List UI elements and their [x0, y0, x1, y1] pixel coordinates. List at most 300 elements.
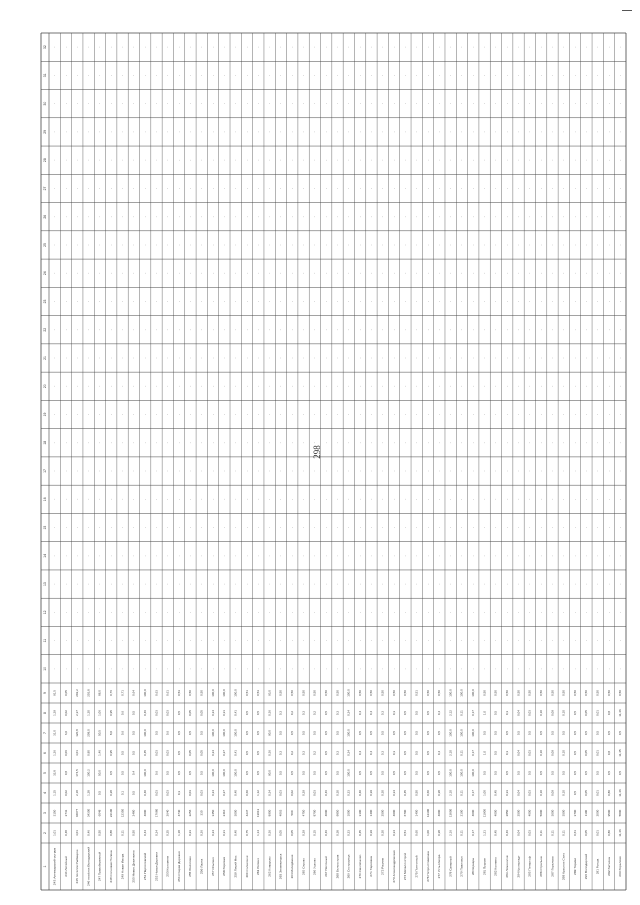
empty-cell: - — [142, 329, 147, 331]
empty-cell: - — [244, 385, 249, 387]
value-cell: 11,46 — [618, 709, 623, 717]
row-name-cell: 255 Юнтолово — [188, 856, 193, 877]
empty-cell: - — [176, 498, 181, 500]
value-cell: 0,03 — [312, 790, 317, 796]
value-cell: 0,5 — [323, 770, 328, 776]
empty-cell: - — [154, 131, 159, 133]
value-cell: 0,03 — [154, 710, 159, 716]
empty-cell: - — [572, 244, 577, 246]
row-name-cell: 278 Саперный — [448, 856, 453, 877]
empty-cell: - — [527, 470, 532, 472]
value-cell: 0,5 — [120, 750, 125, 756]
empty-cell: - — [516, 74, 521, 76]
empty-cell: - — [176, 527, 181, 529]
empty-cell: - — [176, 272, 181, 274]
empty-cell: - — [414, 244, 419, 246]
empty-cell: - — [595, 103, 600, 105]
empty-cell: - — [312, 555, 317, 557]
value-cell: 0,60 — [425, 790, 430, 796]
empty-cell: - — [595, 300, 600, 302]
empty-cell: - — [290, 216, 295, 218]
empty-cell: - — [222, 668, 227, 670]
empty-cell: - — [244, 611, 249, 613]
empty-cell: - — [471, 46, 476, 48]
empty-cell: - — [199, 187, 204, 189]
empty-cell: - — [357, 300, 362, 302]
empty-cell: - — [606, 159, 611, 161]
empty-cell: - — [176, 555, 181, 557]
value-cell: 0,95 — [109, 750, 114, 756]
empty-cell: - — [290, 46, 295, 48]
value-cell: 0,5 — [550, 730, 555, 736]
row-name-cell: 258 Горская — [222, 859, 227, 876]
value-cell: 0,45 — [493, 830, 498, 836]
empty-cell: - — [176, 357, 181, 359]
empty-cell: - — [188, 357, 193, 359]
value-cell: 2,12 — [448, 710, 453, 716]
empty-cell: - — [301, 498, 306, 500]
empty-cell: - — [142, 640, 147, 642]
empty-cell: - — [550, 329, 555, 331]
empty-cell: - — [380, 385, 385, 387]
empty-cell: - — [459, 244, 464, 246]
empty-cell: - — [595, 329, 600, 331]
value-cell: 0,8 — [63, 770, 68, 776]
value-cell: 2640 — [165, 809, 170, 817]
empty-cell: - — [471, 103, 476, 105]
empty-cell: - — [335, 216, 340, 218]
empty-cell: - — [403, 611, 408, 613]
empty-cell: - — [403, 414, 408, 416]
value-cell: 0,48 — [63, 830, 68, 836]
empty-cell: - — [188, 329, 193, 331]
empty-cell: - — [290, 159, 295, 161]
empty-cell: - — [572, 46, 577, 48]
value-cell: 100,0 — [459, 769, 464, 777]
empty-cell: - — [561, 329, 566, 331]
empty-cell: - — [618, 300, 623, 302]
value-cell: 100,0 — [233, 769, 238, 777]
value-cell: 0,10 — [561, 790, 566, 796]
empty-cell: - — [482, 216, 487, 218]
empty-cell: - — [142, 357, 147, 359]
empty-cell: - — [369, 385, 374, 387]
empty-cell: - — [176, 385, 181, 387]
empty-cell: - — [188, 442, 193, 444]
empty-cell: - — [154, 470, 159, 472]
empty-cell: - — [538, 640, 543, 642]
empty-cell: - — [471, 555, 476, 557]
empty-cell: - — [606, 583, 611, 585]
empty-cell: - — [550, 555, 555, 557]
value-cell: 0,24 — [210, 750, 215, 756]
empty-cell: - — [335, 414, 340, 416]
empty-cell: - — [222, 131, 227, 133]
empty-cell: - — [222, 357, 227, 359]
empty-cell: - — [595, 668, 600, 670]
value-cell: 0,3 — [301, 710, 306, 716]
empty-cell: - — [425, 414, 430, 416]
empty-cell: - — [267, 244, 272, 246]
empty-cell: - — [109, 216, 114, 218]
value-cell: 4000 — [437, 809, 442, 817]
empty-cell: - — [369, 74, 374, 76]
empty-cell: - — [210, 74, 215, 76]
value-cell: 0,11 — [120, 830, 125, 836]
empty-cell: - — [482, 357, 487, 359]
row-name-cell: 273 Александровская — [391, 852, 396, 883]
empty-cell: - — [109, 244, 114, 246]
empty-cell: - — [561, 498, 566, 500]
value-cell: 1,14 — [256, 830, 261, 836]
value-cell: 0,3 — [380, 750, 385, 756]
column-number: 13 — [42, 582, 47, 586]
empty-cell: - — [131, 640, 136, 642]
row-name-cell: 259 Лисий Нос — [233, 857, 238, 878]
empty-cell: - — [493, 300, 498, 302]
value-cell: 0,5 — [618, 730, 623, 736]
empty-cell: - — [290, 385, 295, 387]
value-cell: 0,46 — [323, 790, 328, 796]
empty-cell: - — [482, 74, 487, 76]
empty-cell: - — [538, 442, 543, 444]
value-cell: 174,5 — [75, 769, 80, 777]
empty-cell: - — [233, 131, 238, 133]
empty-cell: - — [584, 470, 589, 472]
empty-cell: - — [233, 527, 238, 529]
empty-cell: - — [471, 131, 476, 133]
empty-cell: - — [176, 46, 181, 48]
empty-cell: - — [505, 611, 510, 613]
empty-cell: - — [357, 498, 362, 500]
empty-cell: - — [199, 103, 204, 105]
empty-cell: - — [561, 470, 566, 472]
value-cell: 0,03 — [527, 790, 532, 796]
empty-cell: - — [380, 159, 385, 161]
empty-cell: - — [176, 414, 181, 416]
empty-cell: - — [357, 216, 362, 218]
empty-cell: - — [301, 187, 306, 189]
empty-cell: - — [154, 668, 159, 670]
empty-cell: - — [312, 244, 317, 246]
empty-cell: - — [606, 216, 611, 218]
empty-cell: - — [86, 357, 91, 359]
empty-cell: - — [63, 46, 68, 48]
value-cell: 0,5 — [437, 770, 442, 776]
value-cell: 330 — [199, 810, 204, 816]
empty-cell: - — [505, 103, 510, 105]
row-name-cell: 277 Усть-Ижора — [437, 856, 442, 879]
empty-cell: - — [527, 159, 532, 161]
empty-cell: - — [75, 442, 80, 444]
empty-cell: - — [425, 46, 430, 48]
empty-cell: - — [312, 583, 317, 585]
empty-cell: - — [52, 300, 57, 302]
empty-cell: - — [346, 611, 351, 613]
empty-cell: - — [505, 329, 510, 331]
empty-cell: - — [516, 131, 521, 133]
empty-cell: - — [267, 159, 272, 161]
empty-cell: - — [278, 187, 283, 189]
empty-cell: - — [471, 583, 476, 585]
value-cell: 0,38 — [437, 790, 442, 796]
empty-cell: - — [154, 555, 159, 557]
empty-cell: - — [572, 272, 577, 274]
empty-cell: - — [618, 470, 623, 472]
empty-cell: - — [561, 527, 566, 529]
empty-cell: - — [75, 498, 80, 500]
value-cell: 0,3 — [391, 710, 396, 716]
empty-cell: - — [52, 385, 57, 387]
value-cell: 6700 — [403, 809, 408, 817]
empty-cell: - — [335, 668, 340, 670]
value-cell: 0,5 — [323, 750, 328, 756]
value-cell: 0,4 — [437, 750, 442, 756]
empty-cell: - — [606, 555, 611, 557]
empty-cell: - — [222, 527, 227, 529]
empty-cell: - — [75, 272, 80, 274]
empty-cell: - — [52, 357, 57, 359]
empty-cell: - — [323, 414, 328, 416]
empty-cell: - — [154, 442, 159, 444]
empty-cell: - — [52, 46, 57, 48]
empty-cell: - — [222, 611, 227, 613]
row-name-cell: 272 Разлив — [380, 859, 385, 875]
empty-cell: - — [75, 159, 80, 161]
empty-cell: - — [459, 583, 464, 585]
value-cell: 0,17 — [471, 790, 476, 796]
empty-cell: - — [437, 668, 442, 670]
empty-cell: - — [165, 640, 170, 642]
empty-cell: - — [425, 611, 430, 613]
empty-cell: - — [516, 470, 521, 472]
empty-cell: - — [142, 498, 147, 500]
empty-cell: - — [154, 300, 159, 302]
empty-cell: - — [584, 46, 589, 48]
empty-cell: - — [256, 187, 261, 189]
empty-cell: - — [561, 131, 566, 133]
empty-cell: - — [459, 527, 464, 529]
value-cell: 0,5 — [120, 770, 125, 776]
empty-cell: - — [323, 329, 328, 331]
value-cell: 0,34 — [267, 790, 272, 796]
value-cell: 1,15 — [52, 790, 57, 796]
empty-cell: - — [210, 357, 215, 359]
value-cell: 1100 — [584, 809, 589, 817]
empty-cell: - — [222, 442, 227, 444]
empty-cell: - — [86, 470, 91, 472]
value-cell: 0,25 — [165, 830, 170, 836]
empty-cell: - — [437, 414, 442, 416]
empty-cell: - — [278, 583, 283, 585]
value-cell: 0,5 — [572, 710, 577, 716]
empty-cell: - — [222, 555, 227, 557]
row-name-cell: 244 Литейный — [63, 857, 68, 877]
empty-cell: - — [109, 527, 114, 529]
empty-cell: - — [109, 300, 114, 302]
value-cell: 1,28 — [86, 790, 91, 796]
empty-cell: - — [493, 555, 498, 557]
value-cell: 0,11 — [538, 830, 543, 836]
value-cell: 5800 — [618, 809, 623, 817]
empty-cell: - — [482, 272, 487, 274]
value-cell: 2500 — [516, 809, 521, 817]
empty-cell: - — [120, 159, 125, 161]
empty-cell: - — [301, 385, 306, 387]
empty-cell: - — [527, 357, 532, 359]
empty-cell: - — [606, 131, 611, 133]
empty-cell: - — [369, 668, 374, 670]
empty-cell: - — [471, 244, 476, 246]
empty-cell: - — [380, 272, 385, 274]
empty-cell: - — [165, 46, 170, 48]
empty-cell: - — [516, 46, 521, 48]
empty-cell: - — [312, 216, 317, 218]
empty-cell: - — [516, 555, 521, 557]
empty-cell: - — [165, 668, 170, 670]
empty-cell: - — [131, 159, 136, 161]
empty-cell: - — [561, 414, 566, 416]
empty-cell: - — [97, 131, 102, 133]
empty-cell: - — [199, 470, 204, 472]
row-name-cell: 291 Ропша — [595, 859, 600, 875]
value-cell: 0,34 — [391, 790, 396, 796]
empty-cell: - — [233, 414, 238, 416]
row-name-cell: 265 Серово — [301, 858, 306, 875]
empty-cell: - — [301, 555, 306, 557]
empty-cell: - — [357, 442, 362, 444]
empty-cell: - — [97, 470, 102, 472]
empty-cell: - — [335, 300, 340, 302]
empty-cell: - — [471, 216, 476, 218]
row-name-cell: 279 Павловск — [459, 857, 464, 877]
empty-cell: - — [493, 131, 498, 133]
empty-cell: - — [527, 103, 532, 105]
value-cell: 0,2 — [290, 750, 295, 756]
empty-cell: - — [425, 103, 430, 105]
empty-cell: - — [165, 385, 170, 387]
empty-cell: - — [199, 498, 204, 500]
empty-cell: - — [459, 611, 464, 613]
empty-cell: - — [471, 611, 476, 613]
value-cell: 0,76 — [109, 690, 114, 696]
value-cell: 0,09 — [550, 710, 555, 716]
value-cell: 0,39 — [369, 790, 374, 796]
value-cell: 0,80 — [86, 750, 91, 756]
value-cell: 6048 — [97, 809, 102, 817]
empty-cell: - — [267, 442, 272, 444]
value-cell: 0,03 — [188, 790, 193, 796]
empty-cell: - — [222, 187, 227, 189]
empty-cell: - — [86, 103, 91, 105]
empty-cell: - — [391, 442, 396, 444]
value-cell: 0,5 — [131, 730, 136, 736]
empty-cell: - — [244, 131, 249, 133]
empty-cell: - — [448, 555, 453, 557]
value-cell: 0,05 — [584, 710, 589, 716]
empty-cell: - — [561, 300, 566, 302]
empty-cell: - — [538, 583, 543, 585]
empty-cell: - — [290, 300, 295, 302]
value-cell: 0,60 — [244, 790, 249, 796]
empty-cell: - — [131, 329, 136, 331]
empty-cell: - — [550, 668, 555, 670]
empty-cell: - — [391, 103, 396, 105]
value-cell: 0,5 — [176, 730, 181, 736]
row-name-cell: 288 Красное Село — [561, 854, 566, 881]
empty-cell: - — [188, 103, 193, 105]
empty-cell: - — [606, 611, 611, 613]
empty-cell: - — [267, 668, 272, 670]
empty-cell: - — [63, 74, 68, 76]
value-cell: 1,00 — [425, 830, 430, 836]
empty-cell: - — [290, 470, 295, 472]
empty-cell: - — [176, 131, 181, 133]
empty-cell: - — [482, 527, 487, 529]
empty-cell: - — [493, 244, 498, 246]
corner-mark — [622, 10, 632, 11]
value-cell: 100,0 — [346, 689, 351, 697]
empty-cell: - — [380, 527, 385, 529]
empty-cell: - — [403, 470, 408, 472]
empty-cell: - — [448, 272, 453, 274]
empty-cell: - — [142, 244, 147, 246]
empty-cell: - — [346, 216, 351, 218]
empty-cell: - — [109, 498, 114, 500]
empty-cell: - — [199, 611, 204, 613]
value-cell: 0,5 — [606, 730, 611, 736]
empty-cell: - — [448, 159, 453, 161]
empty-cell: - — [335, 357, 340, 359]
empty-cell: - — [188, 300, 193, 302]
empty-cell: - — [131, 527, 136, 529]
value-cell: 0,11 — [550, 830, 555, 836]
column-number: 8 — [42, 712, 47, 714]
value-cell: 0,11 — [561, 830, 566, 836]
value-cell: 0,64 — [131, 690, 136, 696]
empty-cell: - — [516, 527, 521, 529]
empty-cell: - — [199, 159, 204, 161]
value-cell: 0,04 — [516, 790, 521, 796]
value-cell: 0,5 — [425, 770, 430, 776]
empty-cell: - — [233, 668, 238, 670]
empty-cell: - — [131, 414, 136, 416]
row-name-cell: 254 Старая Деревня — [176, 853, 181, 882]
empty-cell: - — [165, 300, 170, 302]
row-name-cell: 276 Петро-Славянка — [425, 853, 430, 882]
empty-cell: - — [493, 640, 498, 642]
empty-cell: - — [176, 187, 181, 189]
empty-cell: - — [414, 640, 419, 642]
value-cell: 5000 — [538, 809, 543, 817]
value-cell: 0,5 — [188, 730, 193, 736]
empty-cell: - — [482, 159, 487, 161]
value-cell: 100,0 — [210, 689, 215, 697]
empty-cell: - — [335, 385, 340, 387]
empty-cell: - — [142, 583, 147, 585]
empty-cell: - — [222, 216, 227, 218]
empty-cell: - — [505, 470, 510, 472]
empty-cell: - — [75, 103, 80, 105]
empty-cell: - — [199, 668, 204, 670]
empty-cell: - — [459, 640, 464, 642]
empty-cell: - — [538, 470, 543, 472]
empty-cell: - — [256, 329, 261, 331]
empty-cell: - — [550, 385, 555, 387]
empty-cell: - — [109, 583, 114, 585]
empty-cell: - — [346, 470, 351, 472]
empty-cell: - — [369, 640, 374, 642]
